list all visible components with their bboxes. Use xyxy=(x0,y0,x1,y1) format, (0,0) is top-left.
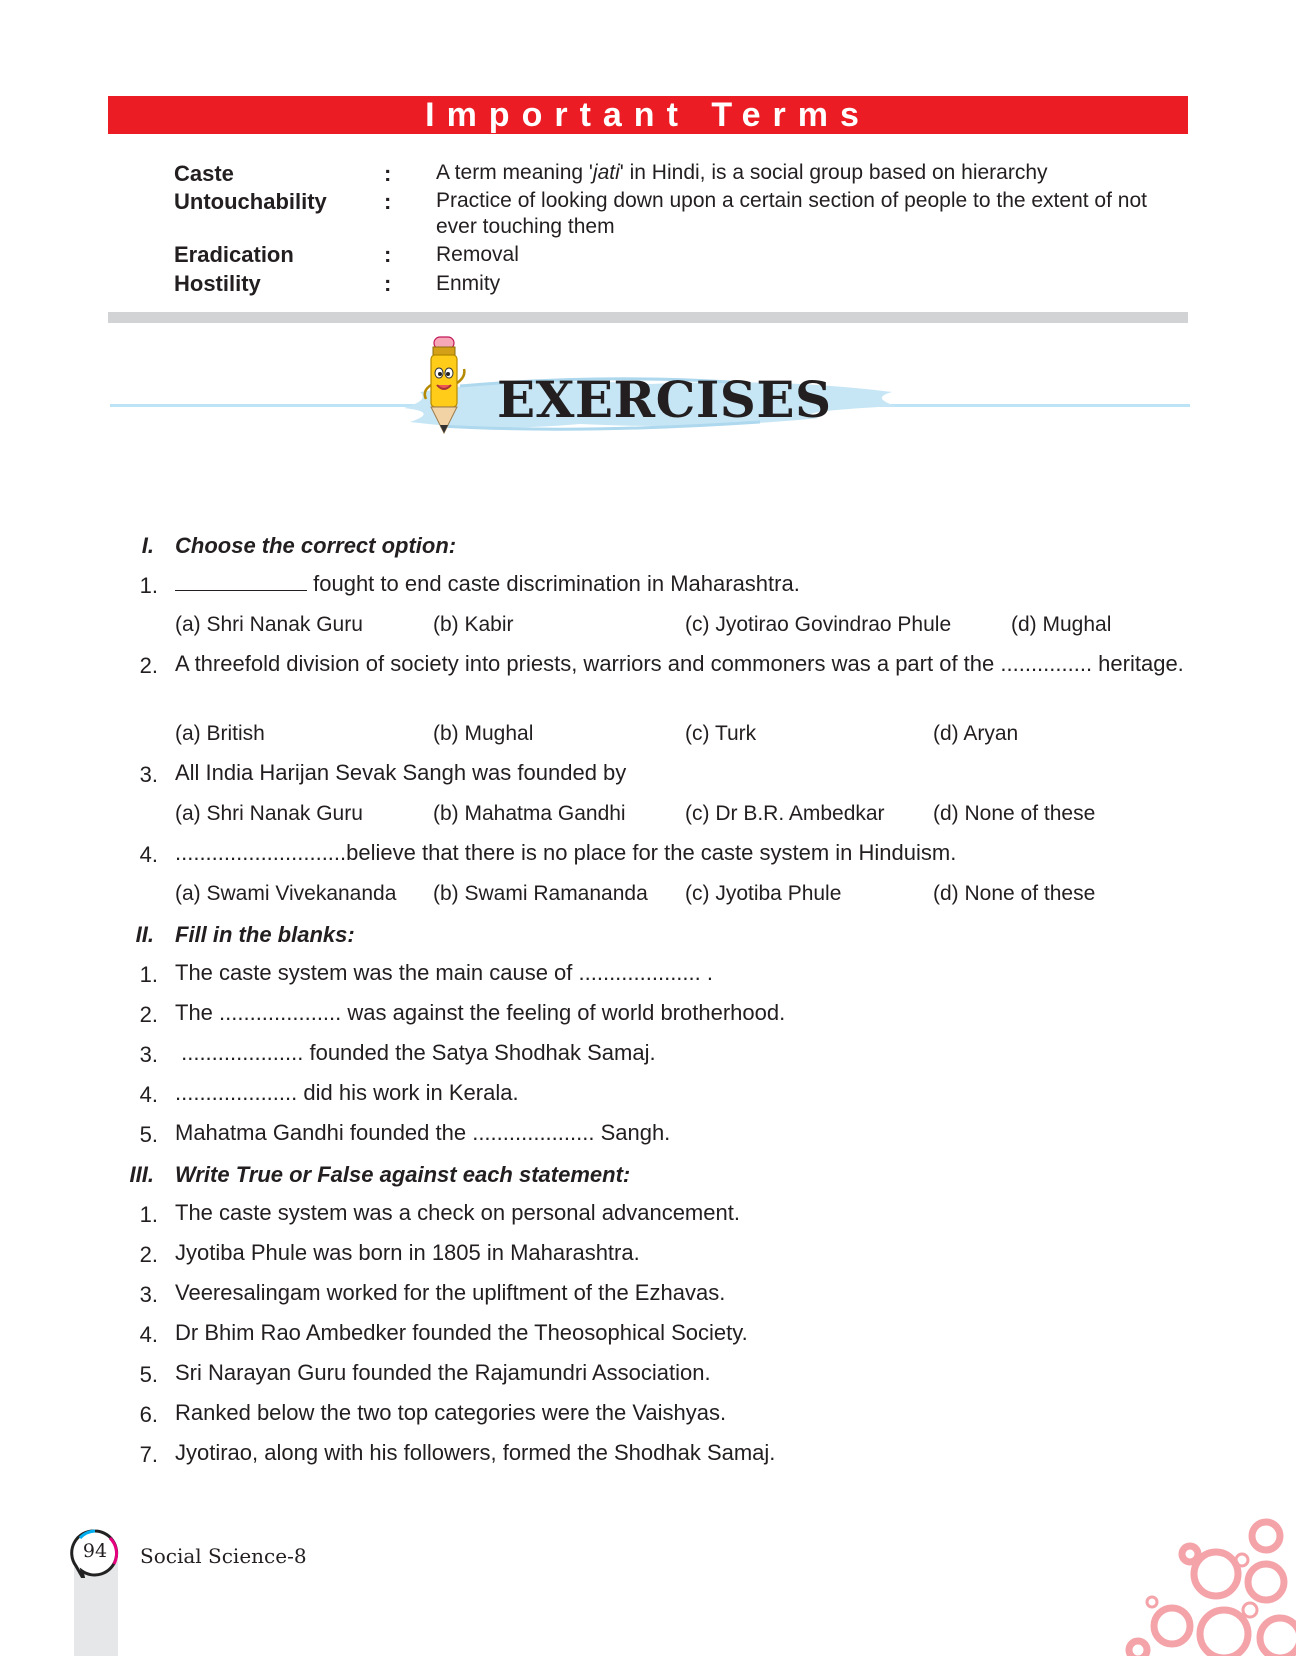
question-number: 3. xyxy=(139,762,158,787)
question-text-part: fought to end caste discrimination in Maharashtra. xyxy=(313,571,800,596)
option-a: (a) British xyxy=(175,722,265,745)
term-hostility: Hostility xyxy=(174,271,261,296)
option-c: (c) Jyotiba Phule xyxy=(685,882,842,905)
option-a: (a) Shri Nanak Guru xyxy=(175,802,363,825)
statement-number: 6. xyxy=(139,1402,158,1427)
option-b: (b) Kabir xyxy=(433,613,514,636)
book-title: Social Science-8 xyxy=(140,1544,307,1568)
statement-text: Sri Narayan Guru founded the Rajamundri Association. xyxy=(175,1360,711,1385)
definition-italic-word: jati xyxy=(592,161,620,184)
option-c: (c) Turk xyxy=(685,722,757,745)
blank-text: .................... did his work in Kerala. xyxy=(175,1080,519,1105)
section-number: II. xyxy=(135,922,154,947)
option-a: (a) Shri Nanak Guru xyxy=(175,613,363,636)
statement-number: 3. xyxy=(139,1282,158,1307)
statement-number: 4. xyxy=(139,1322,158,1347)
statement-number: 1. xyxy=(139,1202,158,1227)
section-number: III. xyxy=(129,1162,154,1187)
term-untouchability: Untouchability xyxy=(174,189,327,214)
statement-number: 2. xyxy=(139,1242,158,1267)
exercises-rule-left xyxy=(110,404,428,407)
important-terms-banner xyxy=(108,96,1188,134)
blank-number: 2. xyxy=(139,1002,158,1027)
blank-text: The caste system was the main cause of .................... . xyxy=(175,960,713,985)
section-title: Choose the correct option: xyxy=(175,533,457,558)
definition-text: ' in Hindi, is a social group based on hierarchy xyxy=(619,161,1048,184)
question-text: All India Harijan Sevak Sangh was founded by xyxy=(175,760,627,785)
term-caste-definition xyxy=(436,160,1166,186)
term-colon: : xyxy=(384,242,392,267)
blank-number: 4. xyxy=(139,1082,158,1107)
term-colon: : xyxy=(384,271,392,296)
statement-number: 5. xyxy=(139,1362,158,1387)
term-eradication-definition: Removal xyxy=(436,243,519,266)
statement-text: Veeresalingam worked for the upliftment of the Ezhavas. xyxy=(175,1280,726,1305)
blank-number: 3. xyxy=(139,1042,158,1067)
term-hostility-definition: Enmity xyxy=(436,272,501,295)
statement-number: 7. xyxy=(139,1442,158,1467)
section-title: Write True or False against each statement: xyxy=(175,1162,631,1187)
question-number: 1. xyxy=(139,573,158,598)
answer-blank xyxy=(175,572,307,591)
important-terms-title: Important Terms xyxy=(425,96,871,134)
term-colon: : xyxy=(384,189,392,214)
statement-text: Jyotirao, along with his followers, formed the Shodhak Samaj. xyxy=(175,1440,776,1465)
definition-text: A term meaning ' xyxy=(436,161,593,184)
blank-text: The .................... was against the feeling of world brotherhood. xyxy=(175,1000,786,1025)
term-colon: : xyxy=(384,161,392,186)
option-b: (b) Mahatma Gandhi xyxy=(433,802,626,825)
statement-text: Dr Bhim Rao Ambedker founded the Theosophical Society. xyxy=(175,1320,748,1345)
section-title: Fill in the blanks: xyxy=(175,922,355,947)
decorative-rings-icon xyxy=(1120,1516,1296,1656)
term-untouchability-definition: Practice of looking down upon a certain section of people to the extent of not ever touching them xyxy=(436,189,1147,238)
option-d: (d) Aryan xyxy=(933,722,1019,745)
option-d: (d) None of these xyxy=(933,802,1096,825)
blank-number: 5. xyxy=(139,1122,158,1147)
option-c: (c) Dr B.R. Ambedkar xyxy=(685,802,885,825)
option-b: (b) Swami Ramananda xyxy=(433,882,648,905)
question-text: A threefold division of society into priests, warriors and commoners was a part of the ............... heritage. xyxy=(175,651,1184,676)
option-c: (c) Jyotirao Govindrao Phule xyxy=(685,613,952,636)
exercises-heading: EXERCISES xyxy=(497,370,832,429)
statement-text: Ranked below the two top categories were the Vaishyas. xyxy=(175,1400,727,1425)
section-number: I. xyxy=(141,533,154,558)
question-text xyxy=(175,569,800,599)
option-d: (d) None of these xyxy=(933,882,1096,905)
page-number: 94 xyxy=(82,1540,108,1562)
statement-text: Jyotiba Phule was born in 1805 in Maharashtra. xyxy=(175,1240,640,1265)
term-caste: Caste xyxy=(174,161,234,186)
blank-text: Mahatma Gandhi founded the .................... Sangh. xyxy=(175,1120,671,1145)
terms-divider-bar xyxy=(108,312,1188,323)
option-d: (d) Mughal xyxy=(1011,613,1112,636)
exercises-rule-right xyxy=(880,404,1190,407)
option-a: (a) Swami Vivekananda xyxy=(175,882,397,905)
pencil-mascot-icon xyxy=(418,333,470,439)
question-text: ............................believe that there is no place for the caste system in Hinduism. xyxy=(175,840,957,865)
question-number: 2. xyxy=(139,653,158,678)
question-number: 4. xyxy=(139,842,158,867)
option-b: (b) Mughal xyxy=(433,722,534,745)
statement-text: The caste system was a check on personal advancement. xyxy=(175,1200,740,1225)
blank-number: 1. xyxy=(139,962,158,987)
blank-text: .................... founded the Satya Shodhak Samaj. xyxy=(175,1040,656,1065)
term-eradication: Eradication xyxy=(174,242,294,267)
